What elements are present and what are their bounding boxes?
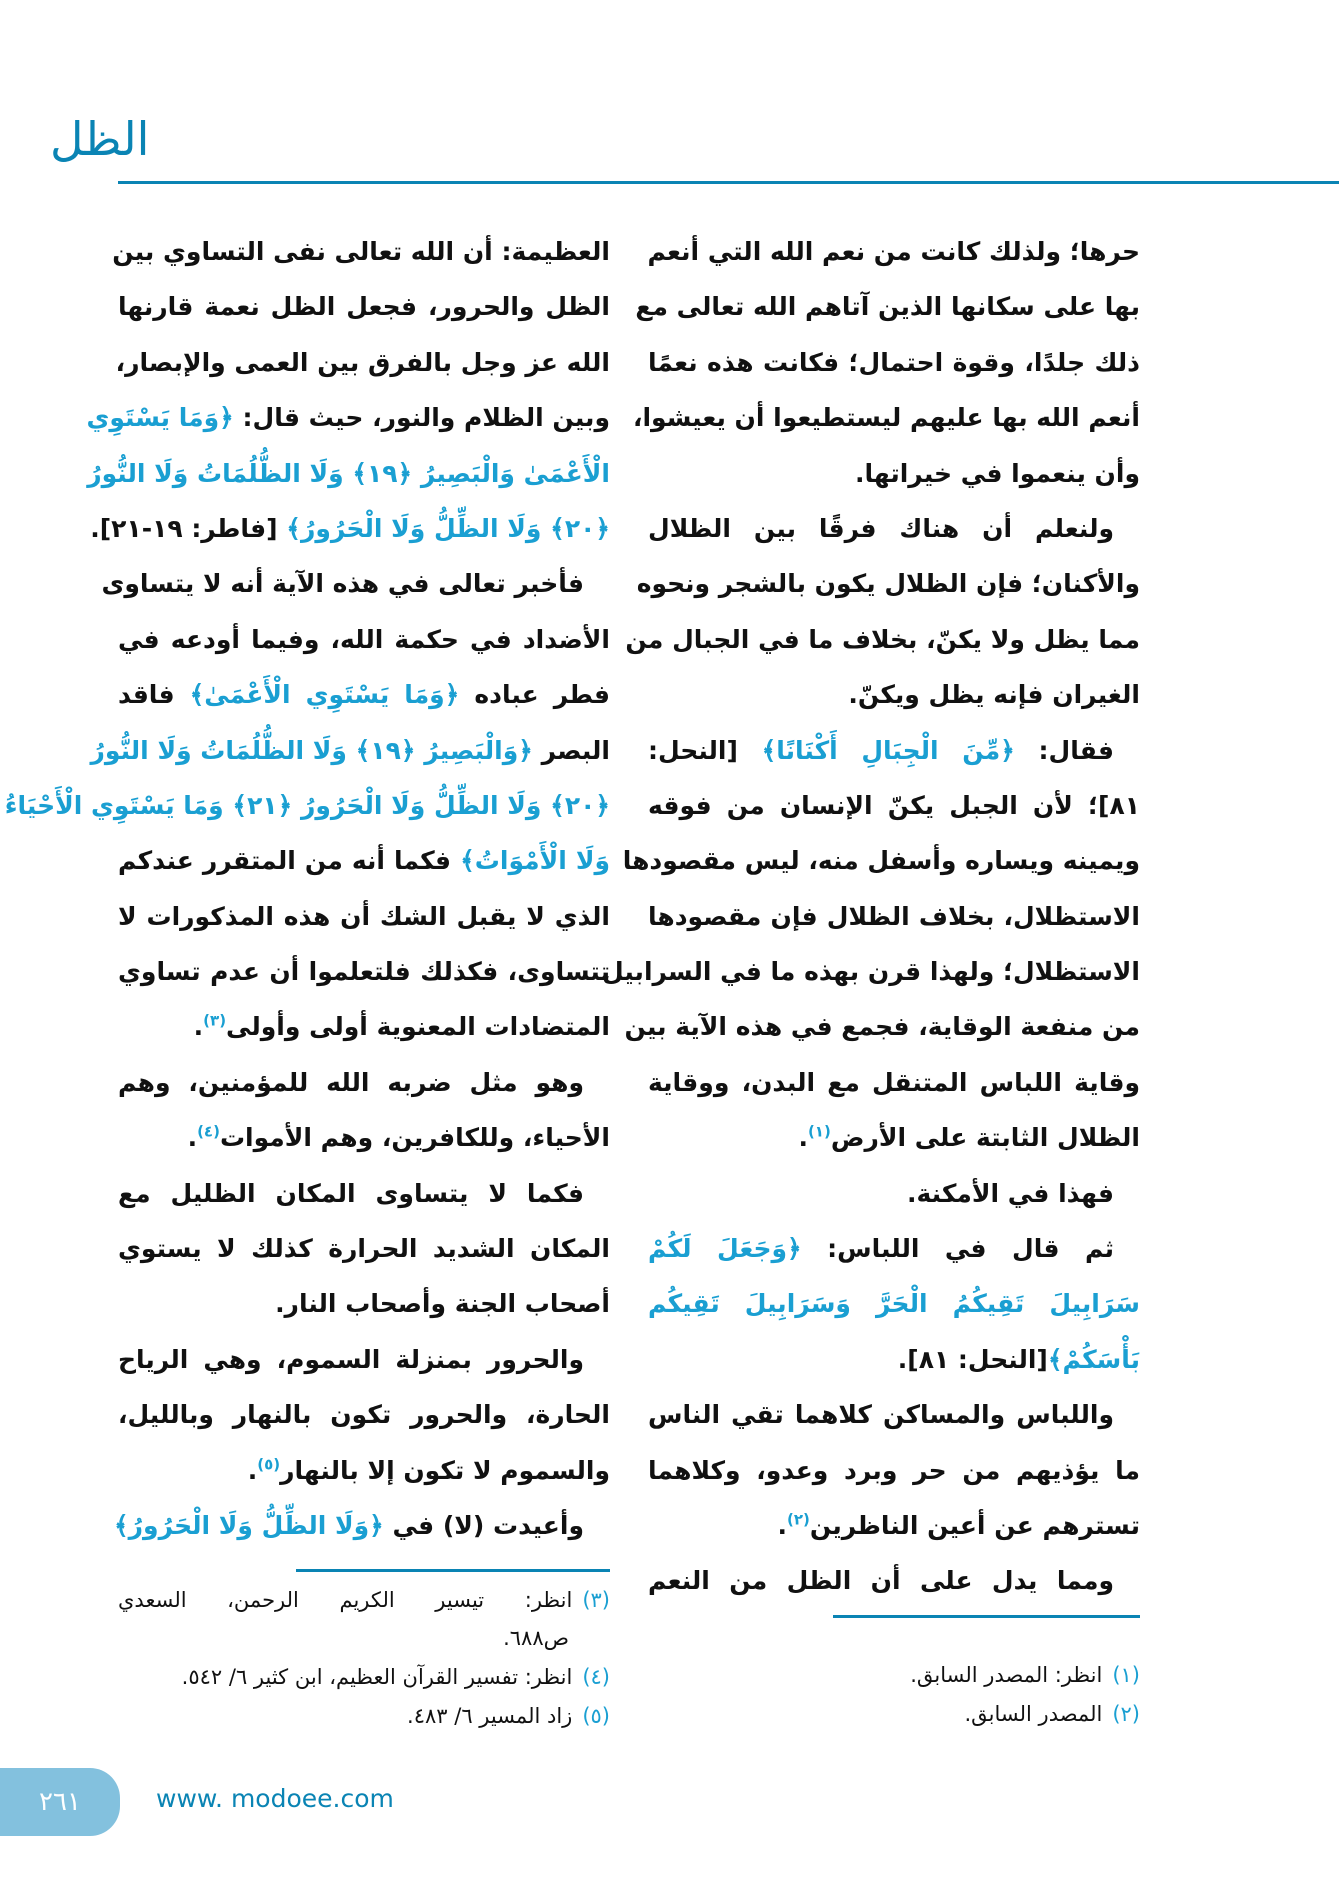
text-line xyxy=(648,1387,1140,1442)
text-segment: والحرور بمنزلة السموم، وهي الرياح xyxy=(118,1344,584,1374)
text-line xyxy=(648,335,1140,390)
text-segment: والسموم لا تكون إلا بالنهار xyxy=(280,1455,610,1485)
text-line xyxy=(118,889,610,944)
footnote-text: المصدر السابق. xyxy=(964,1702,1103,1726)
footnote-number: (٢) xyxy=(1112,1702,1140,1726)
text-segment: الحارة، والحرور تكون بالنهار وبالليل، xyxy=(118,1400,610,1430)
text-line xyxy=(648,1443,1140,1498)
text-segment: ثم قال في اللباس: xyxy=(801,1234,1114,1264)
text-segment: الأحياء، وللكافرين، وهم الأموات xyxy=(219,1123,610,1153)
text-segment: وقاية اللباس المتنقل مع البدن، ووقاية xyxy=(648,1067,1140,1097)
text-segment: فكما أنه من المتقرر عندكم xyxy=(118,846,461,876)
text-line xyxy=(118,1055,610,1110)
quran-verse: ﴿مِّنَ الْجِبَالِ أَكْنَانًا﴾ xyxy=(761,735,1015,765)
text-line xyxy=(118,1221,610,1276)
footnote-1 xyxy=(910,1656,1140,1694)
text-line xyxy=(118,1332,610,1387)
text-segment: وبين الظلام والنور، حيث قال: xyxy=(233,403,610,433)
text-line xyxy=(648,1221,1140,1276)
text-segment: فهذا في الأمكنة. xyxy=(906,1178,1114,1208)
text-line xyxy=(648,1276,1140,1331)
quran-verse: سَرَابِيلَ تَقِيكُمُ الْحَرَّ وَسَرَابِيلَ تَقِيكُم xyxy=(648,1289,1140,1319)
text-line xyxy=(648,501,1140,556)
text-line xyxy=(90,723,610,778)
text-segment: ويمينه ويساره وأسفل منه، ليس مقصودها xyxy=(622,846,1140,876)
text-line xyxy=(112,224,610,279)
text-segment: ٨١]؛ لأن الجبل يكنّ الإنسان من فوقه xyxy=(648,790,1140,820)
text-segment: أنعم الله بها عليهم ليستطيعوا أن يعيشوا، xyxy=(632,403,1140,433)
text-segment: الذي لا يقبل الشك أن هذه المذكورات لا xyxy=(118,901,610,931)
text-segment: الظلال الثابتة على الأرض xyxy=(830,1123,1140,1153)
footnote-ref: (٢) xyxy=(787,1510,810,1529)
text-line xyxy=(118,833,610,888)
text-line xyxy=(648,446,1140,501)
text-line xyxy=(115,335,610,390)
text-segment: ولنعلم أن هناك فرقًا بين الظلال xyxy=(648,513,1114,543)
text-line xyxy=(86,390,610,445)
text-segment: فاقد xyxy=(118,680,190,710)
footnote-ref: (٥) xyxy=(257,1455,281,1474)
text-segment: الأضداد في حكمة الله، وفيما أودعه في xyxy=(118,624,610,654)
text-segment: البصر xyxy=(532,735,610,765)
text-line xyxy=(648,1166,1140,1221)
text-segment: وهو مثل ضربه الله للمؤمنين، وهم xyxy=(118,1067,584,1097)
chapter-title: الظل xyxy=(50,112,150,166)
text-segment: [النحل: ٨١]. xyxy=(897,1344,1048,1374)
text-segment: . xyxy=(798,1123,808,1153)
quran-verse: وَلَا الْأَمْوَاتُ﴾ xyxy=(460,846,610,876)
text-segment: . xyxy=(193,1012,204,1042)
text-line xyxy=(648,1498,1140,1553)
text-line xyxy=(648,1332,1140,1387)
footnote-number: (٣) xyxy=(582,1588,610,1612)
quran-verse: ﴿وَمَا يَسْتَوِي xyxy=(86,403,234,433)
text-line xyxy=(118,1443,610,1498)
text-line xyxy=(648,723,1140,778)
footnote-text: انظر: المصدر السابق. xyxy=(910,1663,1103,1687)
page-number: ٢٦١ xyxy=(0,1768,120,1836)
text-line xyxy=(118,1110,610,1165)
text-line xyxy=(648,667,1140,722)
footnote-number: (٤) xyxy=(582,1665,610,1689)
text-segment: الغيران فإنه يظل ويكنّ. xyxy=(848,680,1140,710)
footnote-ref: (٤) xyxy=(197,1122,220,1141)
text-line xyxy=(90,501,610,556)
text-line xyxy=(602,944,1140,999)
text-segment: . xyxy=(187,1123,198,1153)
text-segment: [النحل: xyxy=(648,735,762,765)
text-line xyxy=(648,1553,1140,1608)
text-line xyxy=(118,667,610,722)
text-line xyxy=(635,279,1140,334)
text-line xyxy=(636,556,1140,611)
text-line xyxy=(113,1498,610,1553)
text-segment: فأخبر تعالى في هذه الآية أنه لا يتساوى xyxy=(101,569,584,599)
text-segment: تتساوى، فكذلك فلتعلموا أن عدم تساوي xyxy=(118,957,610,987)
footnote-text: انظر: تفسير القرآن العظيم، ابن كثير ٦/ ٥٤٢. xyxy=(181,1665,573,1689)
text-line xyxy=(118,944,610,999)
text-line xyxy=(625,612,1140,667)
text-segment: . xyxy=(777,1510,788,1540)
text-line xyxy=(101,556,610,611)
text-segment: الظل والحرور، فجعل الظل نعمة قارنها xyxy=(118,292,610,322)
text-line xyxy=(4,778,610,833)
text-segment: تسترهم عن أعين الناظرين xyxy=(809,1510,1140,1540)
quran-verse: ﴿٢٠﴾ وَلَا الظِّلُّ وَلَا الْحَرُورُ﴾ xyxy=(286,513,610,543)
text-line xyxy=(118,1166,610,1221)
text-segment: وأعيدت (لا) في xyxy=(383,1510,584,1540)
footnote-number: (١) xyxy=(1112,1663,1140,1687)
text-segment: فكما لا يتساوى المكان الظليل مع xyxy=(118,1178,584,1208)
text-line xyxy=(118,612,610,667)
text-segment: أصحاب الجنة وأصحاب النار. xyxy=(275,1289,610,1319)
text-line xyxy=(624,999,1140,1054)
footnote-text: انظر: تيسير الكريم الرحمن، السعدي xyxy=(118,1588,573,1612)
text-line xyxy=(118,279,610,334)
text-segment: فطر عباده xyxy=(459,680,610,710)
text-segment: فقال: xyxy=(1014,735,1114,765)
right-column xyxy=(602,224,1140,1609)
text-segment: [فاطر: ١٩-٢١]. xyxy=(90,513,287,543)
footnote-2 xyxy=(964,1695,1140,1733)
text-line xyxy=(648,1110,1140,1165)
quran-verse: ﴿٢٠﴾ وَلَا الظِّلُّ وَلَا الْحَرُورُ ﴿٢١﴾ وَمَا يَسْتَوِي الْأَحْيَاءُ xyxy=(4,790,610,820)
text-segment: المتضادات المعنوية أولى وأولى xyxy=(226,1012,610,1042)
text-segment: . xyxy=(247,1455,258,1485)
text-segment: المكان الشديد الحرارة كذلك لا يستوي xyxy=(118,1234,610,1264)
text-line xyxy=(648,224,1140,279)
text-line xyxy=(632,390,1140,445)
text-line xyxy=(622,833,1140,888)
footnote-text: زاد المسير ٦/ ٤٨٣. xyxy=(407,1704,573,1728)
text-line xyxy=(118,999,610,1054)
quran-verse: ﴿وَمَا يَسْتَوِي الْأَعْمَىٰ﴾ xyxy=(189,680,460,710)
footnote-ref: (٣) xyxy=(203,1012,227,1031)
text-segment: بها على سكانها الذين آتاهم الله تعالى مع xyxy=(635,292,1140,322)
text-segment: والأكنان؛ فإن الظلال يكون بالشجر ونحوه xyxy=(636,569,1140,599)
footnote-ref: (١) xyxy=(807,1122,831,1141)
footnote-separator-right xyxy=(833,1615,1140,1618)
quran-verse: الْأَعْمَىٰ وَالْبَصِيرُ ﴿١٩﴾ وَلَا الظُّلُمَاتُ وَلَا النُّورُ xyxy=(87,458,610,488)
header-rule xyxy=(118,181,1339,184)
text-line xyxy=(118,1276,610,1331)
text-segment: الله عز وجل بالفرق بين العمى والإبصار، xyxy=(115,347,610,377)
text-line xyxy=(648,889,1140,944)
footnote-5 xyxy=(407,1697,610,1735)
text-segment: حرها؛ ولذلك كانت من نعم الله التي أنعم xyxy=(647,237,1140,266)
text-segment: ذلك جلدًا، وقوة احتمال؛ فكانت هذه نعمًا xyxy=(648,347,1140,377)
text-segment: من منفعة الوقاية، فجمع في هذه الآية بين xyxy=(624,1012,1140,1042)
footnote-3-continued: ص٦٨٨. xyxy=(503,1626,569,1650)
text-line xyxy=(648,778,1140,833)
text-segment: مما يظل ولا يكنّ، بخلاف ما في الجبال من xyxy=(625,624,1140,654)
footnote-number: (٥) xyxy=(582,1704,610,1728)
text-segment: واللباس والمساكن كلاهما تقي الناس xyxy=(648,1400,1114,1430)
text-segment: الاستظلال، بخلاف الظلال فإن مقصودها xyxy=(648,901,1140,931)
text-line xyxy=(87,446,610,501)
text-line xyxy=(648,1055,1140,1110)
text-segment: العظيمة: أن الله تعالى نفى التساوي بين xyxy=(112,237,610,266)
text-segment: ما يؤذيهم من حر وبرد وعدو، وكلاهما xyxy=(648,1455,1140,1485)
website-link[interactable]: www. modoee.com xyxy=(156,1784,394,1813)
text-line xyxy=(118,1387,610,1442)
quran-verse: ﴿وَلَا الظِّلُّ وَلَا الْحَرُورُ﴾ xyxy=(113,1510,384,1540)
quran-verse: بَأْسَكُمْ﴾ xyxy=(1047,1344,1140,1374)
left-column xyxy=(4,224,610,1553)
footnote-separator-left xyxy=(296,1569,610,1572)
text-segment: وأن ينعموا في خيراتها. xyxy=(854,458,1140,488)
quran-verse: ﴿وَجَعَلَ لَكُمْ xyxy=(648,1234,802,1264)
quran-verse: ﴿وَالْبَصِيرُ ﴿١٩﴾ وَلَا الظُّلُمَاتُ وَلَا النُّورُ xyxy=(90,735,533,765)
text-segment: الاستظلال؛ ولهذا قرن بهذه ما في السرابيل xyxy=(602,957,1140,987)
text-segment: ومما يدل على أن الظل من النعم xyxy=(648,1566,1114,1596)
footnote-4 xyxy=(182,1658,610,1696)
footnote-3 xyxy=(118,1581,610,1619)
